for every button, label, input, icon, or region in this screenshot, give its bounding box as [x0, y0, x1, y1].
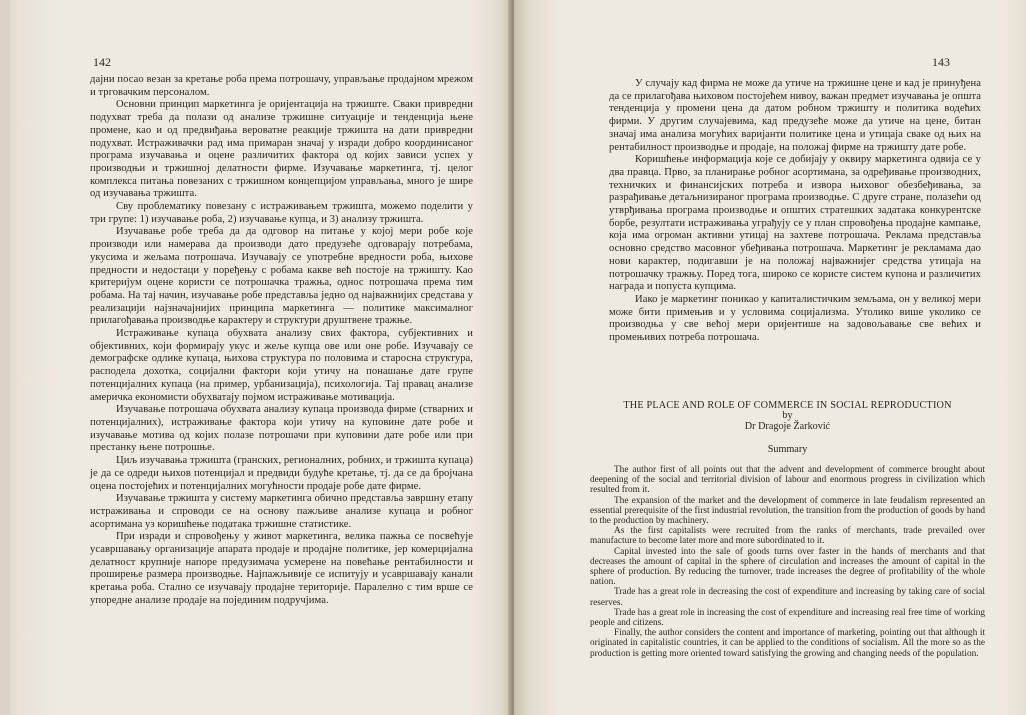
summary-body	[590, 465, 985, 659]
paragraph: Циљ изучавања тржишта (гранских, регионалних, робних, и тржишта купаца) је да се одреди њихов потенцијал и предвиди будуће кретање, тј. да се да бројчана оцена постојећих и потенцијалних могућности продаје робе дате фирме.	[90, 455, 473, 492]
english-summary	[590, 400, 985, 659]
right-page	[514, 0, 1026, 715]
paragraph: Истраживање купаца обухвата анализу свих фактора, субјективних и објективних, који формирају укус и жеље купца ове или оне робе. Изучавају се демографске одлике купаца, њихова структура по половима и старосна структура, расподела дохотка, социјални фактори који утичу на понашање дате групе потенцијалних купаца (на пример, урбанизација), психологија. Тај правац анализе америчка економисти обухватају појмом истраживање мотивација.	[90, 328, 473, 403]
paragraph: Иако је маркетинг поникао у капиталистичким земљама, он у великој мери може бити примењив и у условима социјализма. Утолико више уколико се производња у све већој мери оријентише на задовољавање све већих и промењивих потреба потрошача.	[609, 293, 981, 344]
summary-paragraph: Trade has a great role in decreasing the cost of expenditure and increasing by taking care of social reserves.	[590, 587, 985, 608]
paragraph: Изучавање робе треба да да одговор на питање у којој мери робе које производи или намерава да производи дато предузеће одговарају потребама, укусима и жељама потрошача. Изучавају се употребне вредности роба, њихове предности и недостаци у поређењу с робама какве већ постоје на тржишту. Као критеријум оцене користи се потрошачка тражња, однос потрошача према тим робама. На тај начин, изучавање робе представља једно од најважнијих средстава у реализацији најзначајнијих принципа маркетинга — политике максималног прилагођавања производње карактеру и структури друштвене тражње.	[90, 226, 473, 327]
page-edges	[0, 0, 10, 715]
paragraph: Изучавање тржишта у систему маркетинга обично представља завршну етапу истраживања и спроводи се на основу пажљиве анализе купаца и робног асортимана уз коришћење података тржишне статистике.	[90, 493, 473, 530]
summary-paragraph: Finally, the author considers the content and importance of marketing, pointing out that although it originated in capitalistic countries, it can be applied to the conditions of socialism. All the more so as the production is getting more oriented toward satisfying the growing and changing needs of the population.	[590, 628, 985, 659]
left-page	[0, 0, 512, 715]
page-number-right: 143	[932, 55, 950, 69]
paragraph: При изради и спровођењу у живот маркетинга, велика пажња се посвећује усавршавању организације апарата продаје и продајне политике, јер комерцијална делатност крупније напоре предузимача усмерене на повећање рентабилности и проширење размера производње. Најпажљивије се испитују и усавршавају канали кретања роба. Стално се изучавају продајне територије. Паралелно с тим врше се упоредне анализе продаје на појединим подручјима.	[90, 531, 473, 606]
summary-paragraph: The author first of all points out that the advent and development of commerce brought about deepening of the social and territorial division of labour and enormous progress in civilization which resulted from it.	[590, 465, 985, 496]
summary-paragraph: The expansion of the market and the development of commerce in late feudalism represented an essential prerequisite of the first industrial revolution, the transition from the production of goods by hand to the production by machinery.	[590, 495, 985, 527]
summary-paragraph: Trade has a great role in increasing the cost of expenditure and increasing real free time of working people and citizens.	[590, 607, 985, 629]
paragraph: У случају кад фирма не може да утиче на тржишне цене и кад је принуђена да се прилагођава њиховом постојећем нивоу, важан предмет изучавања је општа тенденција у промени цена да датом робном тржишту и политика водећих фирми. У другим случајевима, кад предузеће може да утиче на цене, битан значај има анализа могућих варијанти политике цена и утицаја сваке од њих на рентабилност производње и продаје, на положај фирме на тржишту дате робе.	[609, 78, 981, 153]
summary-title: THE PLACE AND ROLE OF COMMERCE IN SOCIAL REPRODUCTION	[623, 400, 952, 411]
paragraph: Сву проблематику повезану с истраживањем тржишта, можемо поделити у три групе: 1) изучавање роба, 2) изучавање купца, и 3) анализу тржишта.	[90, 201, 473, 225]
summary-paragraph: As the first capitalists were recruited from the ranks of merchants, trade prevailed over manufacture to become later more and more subordinated to it.	[590, 526, 985, 547]
summary-heading: Summary	[767, 444, 808, 455]
paragraph: Основни принцип маркетинга је оријентација на тржиште. Сваки привредни подухват треба да полази од анализе тржишне ситуације и тенденција њене промене, као и од предвиђања вероватне реакције тржишта на дати привредни подухват. Истраживачки рад има примаран значај у изради добро координисаног програма изучавања и оцене различитих фактора од којих зависи успех у производњи и тржишној делатности фирме. Изучавање маркетинга, тј. целог комплекса питања повезаних с тржишном концепцијом управљања, много је шире од изучавања тржишта.	[90, 99, 473, 200]
summary-by: by	[782, 410, 793, 421]
page-number-left: 142	[93, 55, 111, 69]
summary-author: Dr Dragoje Žarković	[744, 420, 831, 432]
paragraph: Изучавање потрошача обухвата анализу купаца производа фирме (стварних и потенцијалних), истраживање фактора који утичу на куповине дате робе и изучавање мотива од којих полазе потрошачи при куповини дате робе или при престанку њене потрошње.	[90, 404, 473, 454]
right-page-text	[609, 78, 981, 345]
paragraph: Коришћење информација које се добијају у оквиру маркетинга одвија се у два правца. Прво, за планирање робног асортимана, за одређивање производних, техничких и финансијских потреба и извора њиховог обезбеђивања, за разрађивање детаљнизираног програма производње. С друге стране, полазећи од утврђивања програма производње и општих стратешких задатака конкурентске борбе, резултати истраживања уграђују се у план спровођења продајне кампање, која има огроман активни утицај на захтеве потрошача. Реклама представља основно средство масовног убеђивања потрошача. Маркетинг је рекламама дао нови карактер, подигавши је на положај најважнијег средства утицаја на потрошачку тражњу. Поред тога, широко се користе систем купона и различитих награда и попуста купцима.	[609, 154, 981, 293]
summary-paragraph: Capital invested into the sale of goods turns over faster in the hands of merchants and that decreases the amount of capital in the sphere of circulation and increases the amount of capital in the sphere of production. By reducing the turnover, trade increases the degree of profitability of the whole nation.	[590, 546, 985, 588]
left-page-text	[90, 74, 473, 608]
paragraph: дајни посао везан за кретање роба према потрошачу, управљање продајном мрежом и трговачким персоналом.	[90, 74, 473, 98]
